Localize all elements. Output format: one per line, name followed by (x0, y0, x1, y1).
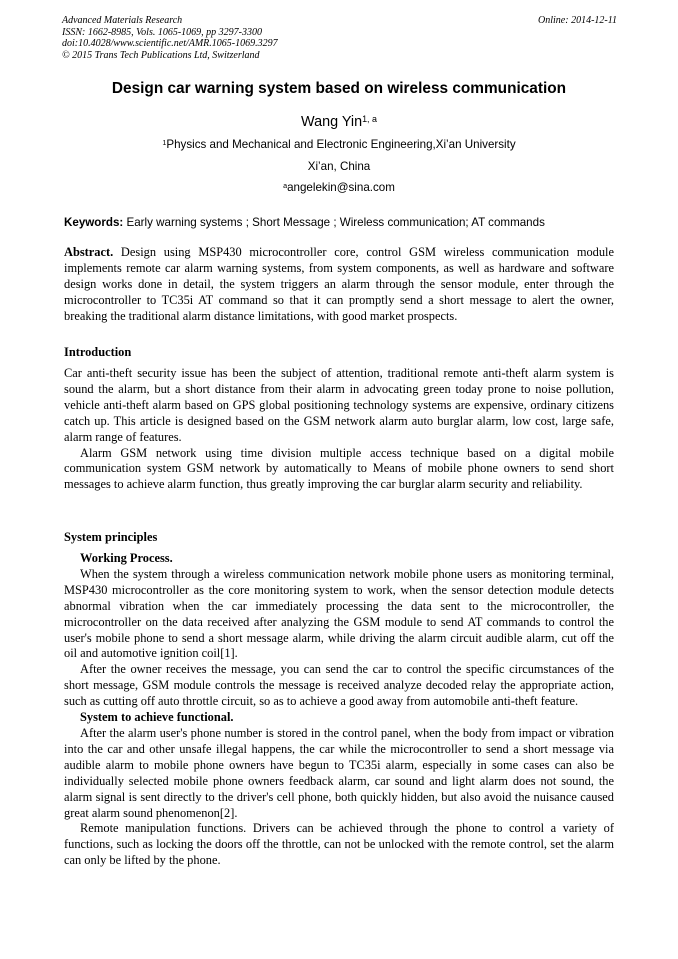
email-address: angelekin@sina.com (287, 181, 395, 194)
author-sup: 1, a (362, 113, 377, 124)
journal-name: Advanced Materials Research (62, 15, 183, 26)
paragraph: Alarm GSM network using time division multiple access technique based on a digital mobile communication system GSM network by automatically to Means of mobile phone owners to send short messages to achieve alarm function, thus greatly improving the car burglar alarm security and reliability. (64, 445, 614, 492)
doi-line: doi:10.4028/www.scientific.net/AMR.1065-1069.3297 (62, 38, 278, 49)
affiliation-sup: 1 (162, 137, 167, 147)
keywords-text: Early warning systems ; Short Message ; Wireless communication; AT commands (123, 216, 545, 229)
journal-header (62, 15, 617, 61)
paragraph: After the alarm user's phone number is stored in the control panel, when the body from impact or vibration into the car and other unsafe illegal happens, the car while the microcontroller to send a short message via audible alarm to mobile phone owners have begun to TC35i alarm, especially in some cases can also be individually selected mobile phone owners feedback alarm, car sound and light alarm does not sound, the alarm signal is sent directly to the driver's cell phone, both quickly hidden, but also avoid the nuisance caused great alarm sound phenomenon[2]. (64, 725, 614, 820)
abstract-label: Abstract. (64, 245, 114, 259)
system-principles-body (64, 551, 614, 869)
affiliation-line-1 (40, 138, 638, 151)
author-name: Wang Yin (301, 114, 363, 130)
paragraph: After the owner receives the message, you can send the car to control the specific circumstances of the short message, GSM module controls the message is received analyze decoded relay the appropriate action, such as cutting off auto throttle circuit, so as to achieve a good away from automobile anti-theft feature. (64, 662, 614, 709)
section-heading-introduction: Introduction (64, 345, 132, 359)
author-line (40, 114, 638, 130)
abstract-text: Design using MSP430 microcontroller core, control GSM wireless communication module implements remote car alarm warning systems, from system components, as well as hardware and software design works done in detail, the system triggers an alarm through the sensor module, enter through the microcontroller to TC35i AT command so that it can promptly send a short message to alert the owner, breaking the traditional alarm distance limitations, with good market prospects. (64, 245, 614, 323)
subheading-system-functional: System to achieve functional. (80, 710, 234, 725)
subheading-working-process: Working Process. (80, 551, 173, 565)
issn-line: ISSN: 1662-8985, Vols. 1065-1069, pp 3297-3300 (62, 26, 262, 38)
email-sup: a (283, 180, 288, 190)
paragraph: When the system through a wireless communication network mobile phone users as monitoring terminal, MSP430 microcontroller as the core monitoring system to work, when the sensor detection module detects abnormal vibration when the car immediately processing the data sent to the microcontroller, the microcontroller on the data received after analyzing the GSM module to send AT commands to control the user's mobile phone to send a short message alarm, while driving the alarm circuit audible alarm, cut off the oil and automotive ignition coil[1]. (64, 566, 614, 661)
online-date: Online: 2014-12-11 (538, 15, 617, 26)
introduction-body (64, 366, 614, 493)
paragraph: Car anti-theft security issue has been the subject of attention, traditional remote anti-theft alarm system is sound the alarm, but a short distance from their alarm in advocating green today prone to noise pollution, vehicle anti-theft alarm based on GPS global positioning technology systems are expensive, ordinary citizens catch up. This article is designed based on the GSM network alarm auto burglar alarm, low cost, large safe, alarm range of features. (64, 366, 614, 444)
affiliation-text: Physics and Mechanical and Electronic Engineering,Xi’an University (166, 138, 516, 151)
keywords-label: Keywords: (64, 216, 124, 229)
paragraph: Remote manipulation functions. Drivers can be achieved through the phone to control a variety of functions, such as locking the doors off the throttle, can not be unlocked with the remote control, set the alarm can only be lifted by the phone. (64, 821, 614, 868)
affiliation-line-2: Xi’an, China (307, 160, 371, 173)
abstract (64, 245, 614, 325)
email-line (40, 181, 638, 194)
keywords (64, 216, 624, 229)
copyright-line: © 2015 Trans Tech Publications Ltd, Switzerland (62, 49, 260, 61)
paper-title: Design car warning system based on wireless communication (111, 80, 567, 97)
section-heading-system-principles: System principles (64, 530, 158, 544)
